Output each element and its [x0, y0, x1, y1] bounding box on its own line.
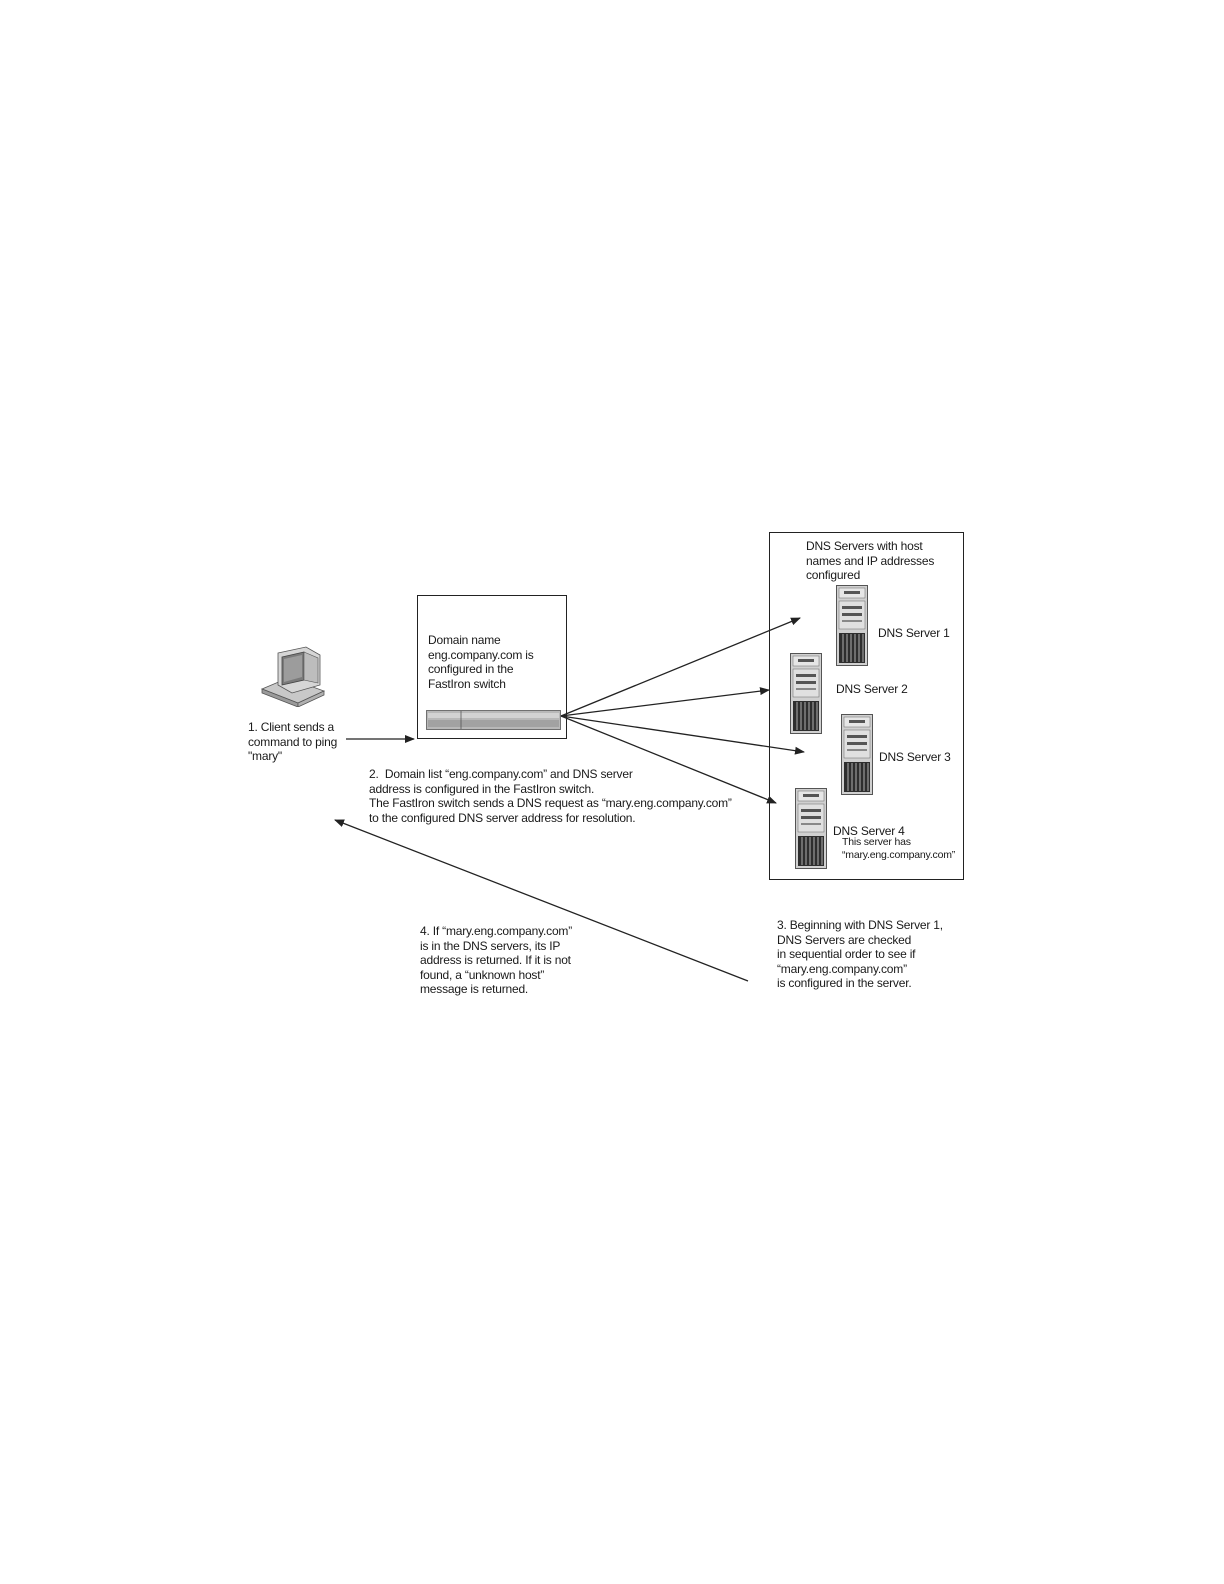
dns-server-3-icon [841, 714, 873, 795]
dns-server-4-note: This server has “mary.eng.company.com” [842, 836, 956, 861]
switch-box-label: Domain name eng.company.com is configured in the FastIron switch [428, 633, 534, 691]
dns-server-2-icon [790, 653, 822, 734]
fastiron-switch-box [417, 595, 567, 739]
step3-label: 3. Beginning with DNS Server 1, DNS Servers are checked in sequential order to see if “mary.eng.company.com” is configured in the server. [777, 918, 943, 990]
dns-server-1-icon [836, 585, 868, 666]
dns-server-3-label: DNS Server 3 [879, 750, 951, 764]
dns-server-2-label: DNS Server 2 [836, 682, 908, 696]
dns-server-4-icon [795, 788, 827, 869]
arrow-to-dns-server-3 [561, 716, 804, 752]
step4-label: 4. If “mary.eng.company.com” is in the DNS servers, its IP address is returned. If it is not found, a “unknown host” message is returned. [420, 924, 573, 996]
step2-label: 2. Domain list “eng.company.com” and DNS server address is configured in the FastIron switch. The FastIron switch sends a DNS request as “mary.eng.company.com” to the configured DNS server address for resolution. [369, 767, 732, 825]
client-label: 1. Client sends a command to ping "mary" [248, 720, 338, 763]
dns-group-title: DNS Servers with host names and IP addresses configured [806, 539, 935, 582]
dns-server-4-label: DNS Server 4 [833, 824, 905, 838]
dns-server-1-label: DNS Server 1 [878, 626, 950, 640]
client-computer [258, 645, 328, 707]
fastiron-switch-icon [426, 710, 561, 730]
